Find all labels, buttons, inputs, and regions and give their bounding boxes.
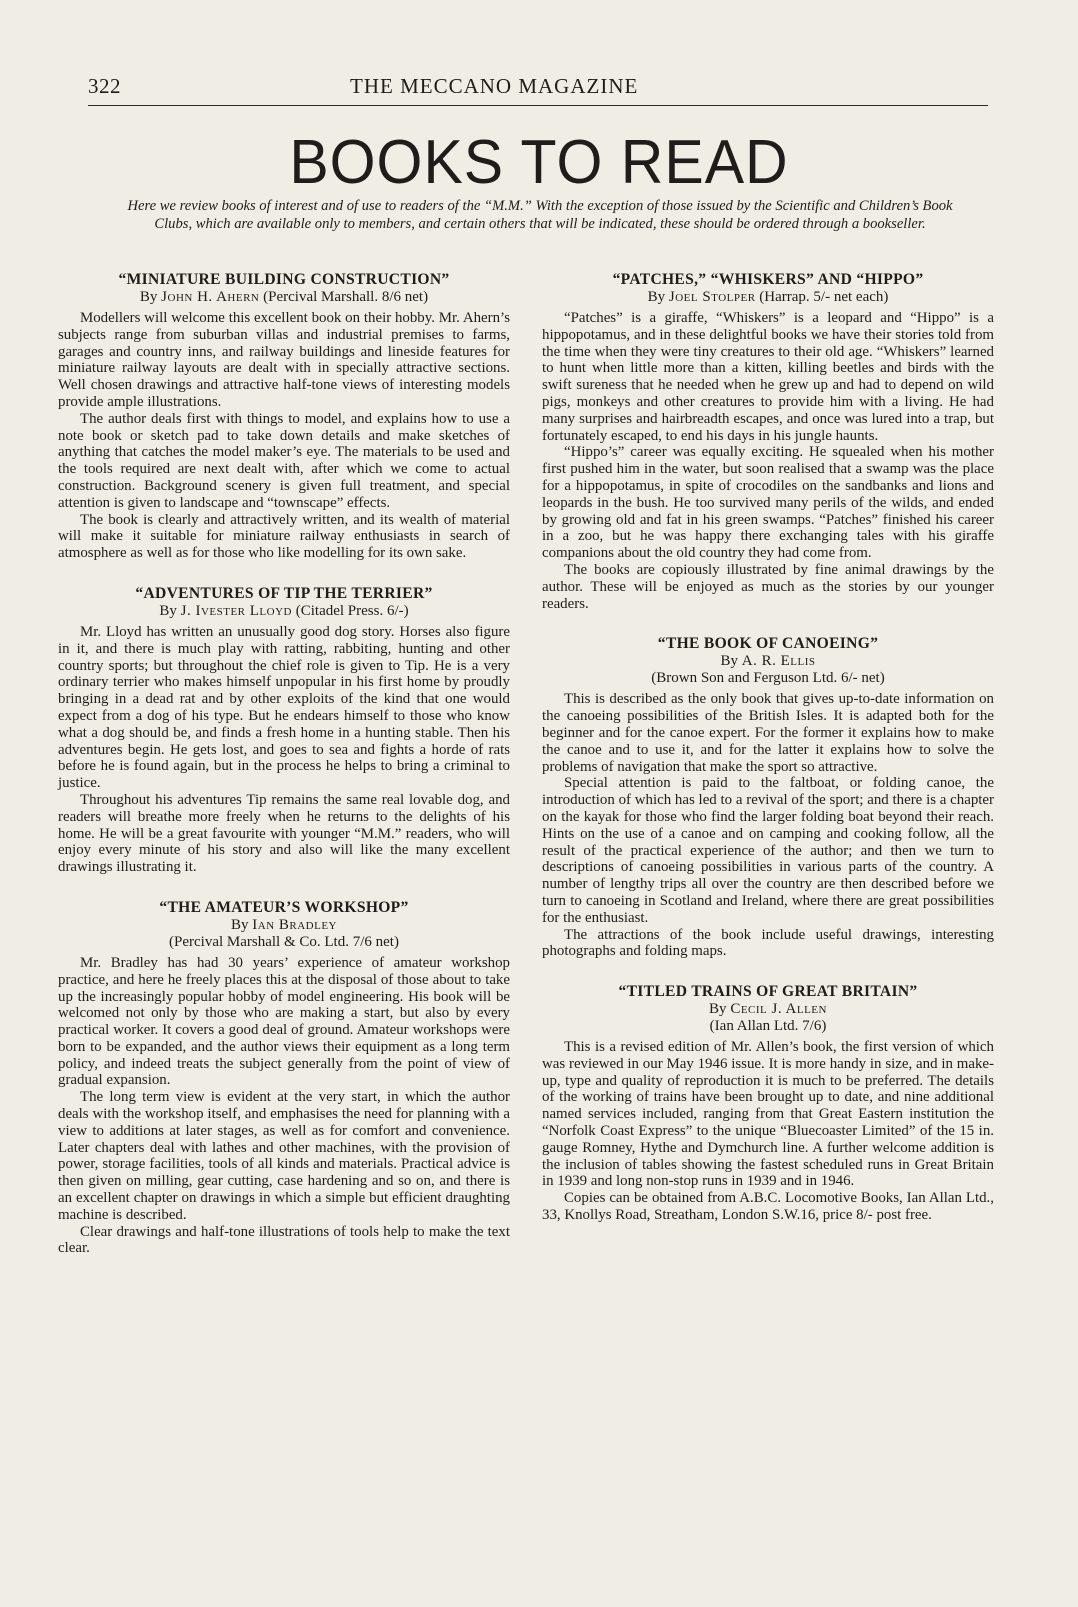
intro-text: Here we review books of interest and of use to readers of the “M.M.” With the exception of those issued by the Scientific and Children’s Book Clubs, which are available only to members, and certain others that will be indicated, these should be ordered through a bookseller. [127, 198, 953, 232]
review-publisher: (Ian Allan Ltd. 7/6) [709, 1018, 827, 1035]
review-paragraph: This is described as the only book that gives up-to-date information on the canoeing possibilities of the British Isles. It is adapted both for the beginner and for the canoe expert. For the former it explains how to make the canoe and to use it, and for the latter it explains how to solve the problems of navigation that make the sport so attractive. [542, 691, 994, 775]
review-paragraph: Throughout his adventures Tip remains the same real lovable dog, and readers will breathe more freely when he returns to the delights of his home. He will be a great favourite with younger “M.M.” readers, who will enjoy every minute of his story and also will like the many excellent drawings illustrating it. [58, 791, 510, 876]
review-patches-whiskers-hippo [542, 270, 994, 612]
review-heading: “THE BOOK OF CANOEING” [657, 635, 879, 653]
review-byline [542, 653, 994, 670]
review-byline [58, 289, 510, 306]
byline-by: By [230, 916, 249, 933]
review-author: Cecil J. Allen [730, 1001, 827, 1018]
byline-by: By [709, 1001, 727, 1018]
review-author: John H. Ahern [161, 289, 260, 305]
review-paragraph: Modellers will welcome this excellent book on their hobby. Mr. Ahern’s subjects range from suburban villas and industrial premises to farms, garages and country inns, and railway buildings and lineside features for miniature railway layouts are dealt with in specially attractive sections. Well chosen drawings and attractive half-tone views of interesting models provide ample illustrations. [58, 310, 510, 410]
review-publisher: (Percival Marshall. 8/6 net) [263, 289, 429, 305]
review-publisher: (Citadel Press. 6/-) [295, 602, 409, 619]
review-author: J. Ivester Lloyd [180, 602, 292, 619]
page-title: BOOKS TO READ [289, 127, 789, 197]
review-author: Joel Stolper [668, 289, 756, 305]
review-paragraph: This is a revised edition of Mr. Allen’s book, the first version of which was reviewed in our May 1946 issue. It is more handy in size, and in make-up, type and quality of reproduction it is much to be preferred. The details of the working of trains have been brought up to date, and nine additional named services included, ranging from that Great Eastern institution the “Norfolk Coast Express” to the unique “Bluecoaster Limited” of the 15 in. gauge Romney, Hythe and Dymchurch line. A further welcome addition is the inclusion of tables showing the fastest scheduled runs in Great Britain in 1939 and long non-stop runs in 1939 and in 1946. [542, 1039, 994, 1190]
review-amateurs-workshop [58, 898, 510, 1257]
byline-by: By [159, 602, 177, 619]
review-heading: “MINIATURE BUILDING CONSTRUCTION” [118, 271, 450, 288]
review-titled-trains [542, 982, 994, 1224]
review-paragraph: The long term view is evident at the very start, in which the author deals with the workshop itself, and emphasises the need for planning with a view to additions at later stages, as well as for comfort and convenience. Later chapters deal with lathes and other machines, with the provision of power, storage facilities, tools of all kinds and materials. Practical advice is then given on milling, gear cutting, case hardening and so on, and there is an excellent chapter on drawings in which a simple but efficient draughting machine is described. [58, 1089, 510, 1223]
review-paragraph: Mr. Lloyd has written an unusually good dog story. Horses also figure in it, and there is much play with ratting, rabbiting, hunting and other country sports; but throughout the chief role is given to Tip. He is a very ordinary terrier who makes himself unpopular in his first home by proudly bringing in a dead rat and by other exploits of the kind that one would expect from a dog of his type. But he endears himself to those who know what a dog should be, and finds a fresh home in a hunting stable. Then his adventures begin. He gets lost, and goes to sea and fights a horde of rats before he is found again, but in the process he helps to bring a criminal to justice. [58, 623, 510, 792]
review-paragraph: The books are copiously illustrated by fine animal drawings by the author. These will be enjoyed as much as the stories by our younger readers. [542, 561, 994, 612]
review-paragraph: “Patches” is a giraffe, “Whiskers” is a leopard and “Hippo” is a hippopotamus, and in these delightful books we have their stories told from the time when they were tiny creatures to their old age. “Whiskers” learned to hunt when little more than a kitten, killing beetles and birds with the swift sureness that he needed when he grew up and had to depend on wild pigs, monkeys and other creatures to provide him with a living. He had many surprises and hairbreadth escapes, and once was lured into a trap, but fortunately escaped, to end his days in his jungle haunts. [542, 310, 994, 444]
review-paragraph: The book is clearly and attractively written, and its wealth of material will make it suitable for miniature railway enthusiasts in search of atmosphere as well as for those who like modelling for its own sake. [58, 511, 510, 562]
review-publisher: (Percival Marshall & Co. Ltd. 7/6 net) [169, 933, 399, 950]
page-number: 322 [88, 74, 121, 98]
review-author: A. R. Ellis [741, 653, 816, 670]
header-rule [88, 105, 988, 106]
right-column [542, 270, 994, 1224]
review-paragraph: Special attention is paid to the faltboat, or folding canoe, the introduction of which has led to a revival of the sport; and there is a chapter on the kayak for those who find the larger folding boat beyond their reach. Hints on the use of a canoe and on camping and cooking follow, all the result of the practical experience of the author; and then we turn to descriptions of canoeing possibilities in various parts of the country. A number of lengthy trips all over the country are then described before we turn to canoeing in Scotland and Ireland, where there are great possibilities for the enthusiast. [542, 775, 994, 926]
review-publisher: (Brown Son and Ferguson Ltd. 6/- net) [651, 670, 885, 687]
review-miniature-building [58, 270, 510, 562]
review-tip-the-terrier [58, 584, 510, 876]
review-paragraph: The author deals first with things to model, and explains how to use a note book or sketch pad to take down details and make sketches of anything that catches the model maker’s eye. The materials to be used and the tools required are next dealt with, after which we come to actual construction. Background scenery is given full treatment, and special attention is given to landscape and “townscape” effects. [58, 410, 510, 511]
review-byline [542, 1001, 994, 1018]
review-author: Ian Bradley [252, 916, 337, 933]
review-paragraph: “Hippo’s” career was equally exciting. He squealed when his mother first pushed him in the water, but soon realised that a swamp was the place for a hippopotamus, in spite of crocodiles on the sandbanks and lions and leopards in the bush. He too survived many perils of the wilds, and ended by growing old and fat in his green swamps. “Patches” finished his career in a zoo, but he was happy there exchanging tales with his giraffe companions about the old country they had come from. [542, 444, 994, 562]
review-heading: “THE AMATEUR’S WORKSHOP” [159, 898, 409, 916]
review-heading: “ADVENTURES OF TIP THE TERRIER” [135, 584, 433, 602]
review-paragraph: Clear drawings and half-tone illustrations of tools help to make the text clear. [58, 1223, 510, 1257]
review-paragraph: The attractions of the book include useful drawings, interesting photographs and folding maps. [542, 926, 994, 960]
byline-by: By [647, 289, 666, 305]
review-publisher: (Harrap. 5/- net each) [759, 289, 889, 305]
review-heading: “PATCHES,” “WHISKERS” AND “HIPPO” [612, 271, 924, 288]
review-byline [58, 603, 510, 620]
review-byline [542, 289, 994, 306]
review-book-of-canoeing [542, 634, 994, 960]
review-paragraph: Mr. Bradley has had 30 years’ experience of amateur workshop practice, and here he freely places this at the disposal of those about to take up the increasingly popular hobby of model engineering. His book will be welcomed not only by those who are making a start, but also by every practical worker. It covers a good deal of ground. Amateur workshops were born to be expanded, and the author views their equipment as a long term policy, and indeed treats the subject generally from the point of view of gradual expansion. [58, 954, 510, 1089]
review-heading: “TITLED TRAINS OF GREAT BRITAIN” [618, 983, 918, 1001]
byline-by: By [720, 653, 739, 670]
journal-title: THE MECCANO MAGAZINE [350, 74, 639, 98]
review-paragraph: Copies can be obtained from A.B.C. Locomotive Books, Ian Allan Ltd., 33, Knollys Road, Streatham, London S.W.16, price 8/- post free. [542, 1190, 994, 1224]
byline-by: By [139, 289, 158, 305]
left-column [58, 270, 510, 1257]
review-byline [58, 917, 510, 934]
